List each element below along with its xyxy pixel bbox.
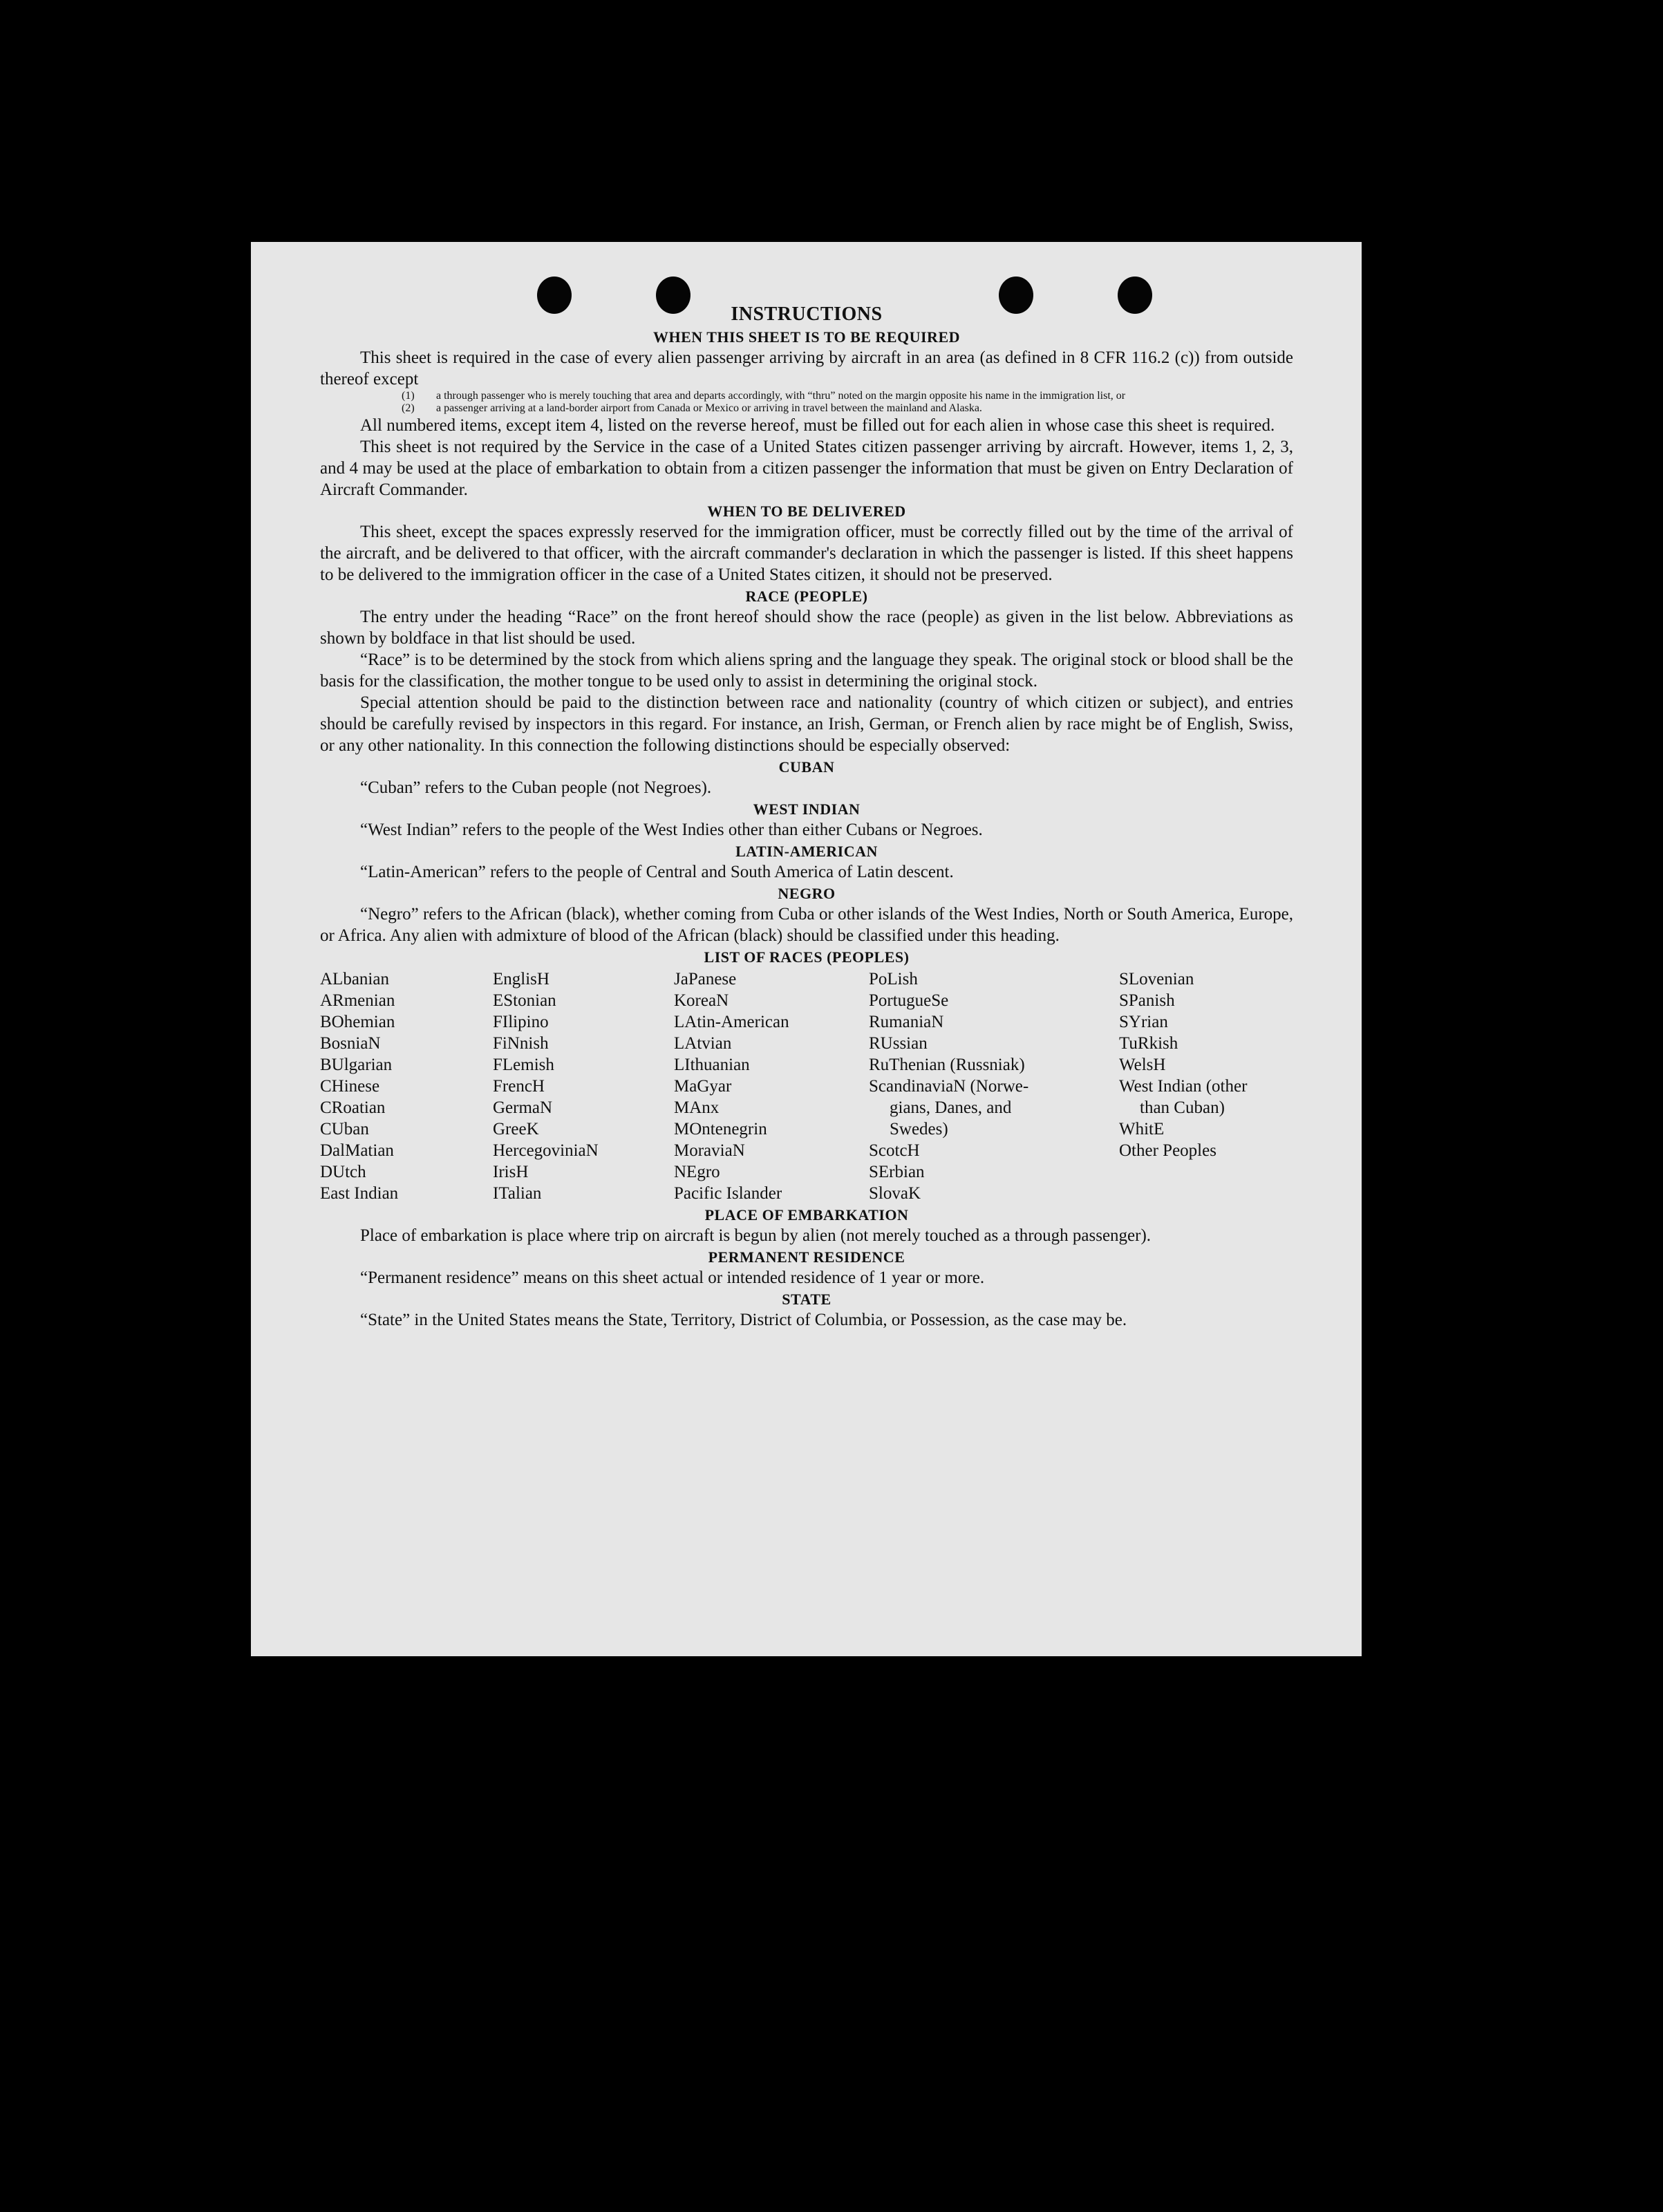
paragraph: “Race” is to be determined by the stock from which aliens spring and the language they speak. The original stock or blood shall be the basis for the classification, the mother tongue to be used only to assist in determining the original stock. [320,650,1293,691]
race-entry: FLemish [493,1056,554,1074]
section-heading: NEGRO [778,885,836,902]
race-entry: RuThenian (Russniak) [869,1056,1025,1074]
race-entry: RUssian [869,1034,928,1053]
race-entry: FiNnish [493,1034,549,1053]
race-entry: NEgro [674,1163,720,1181]
paragraph: All numbered items, except item 4, listed on the reverse hereof, must be filled out for each alien in whose case this sheet is required. [360,416,1275,435]
race-entry: SPanish [1119,991,1175,1010]
paragraph: Place of embarkation is place where trip on aircraft is begun by alien (not merely touched as a through passenger). [360,1226,1152,1245]
section-heading: PERMANENT RESIDENCE [708,1248,905,1266]
instructions-content [320,303,1293,1331]
section-heading: STATE [782,1291,832,1308]
races-list [320,968,1293,1204]
section-heading: PLACE OF EMBARKATION [704,1206,909,1224]
race-entry: ARmenian [320,991,395,1010]
race-entry: than Cuban) [1140,1098,1225,1117]
race-entry: SLovenian [1119,970,1194,988]
paragraph: “Negro” refers to the African (black), whether coming from Cuba or other islands of the West Indies, North or South America, Europe, or Africa. Any alien with admixture of blood of the African (black) should be classified under this heading. [320,905,1293,945]
race-entry: Other Peoples [1119,1141,1216,1160]
paragraph: “West Indian” refers to the people of the West Indies other than either Cubans or Negroes. [360,821,983,839]
section-heading: LATIN-AMERICAN [735,843,878,860]
race-entry: BosniaN [320,1034,381,1053]
race-entry: CUban [320,1120,369,1138]
races-column [869,968,1119,1204]
race-entry: LAtin-American [674,1013,789,1031]
race-entry: BUlgarian [320,1056,393,1074]
race-entry: TuRkish [1119,1034,1178,1053]
item-text: a passenger arriving at a land-border airport from Canada or Mexico or arriving in travel between the mainland and Alaska. [436,402,982,414]
race-entry: GermaN [493,1098,553,1117]
paragraph: “Cuban” refers to the Cuban people (not Negroes). [360,778,712,797]
section-heading: LIST OF RACES (PEOPLES) [704,948,910,966]
races-column [1119,968,1293,1204]
section-heading: CUBAN [778,758,835,776]
race-entry: MAnx [674,1098,720,1117]
list-item [320,402,1293,415]
race-entry: WelsH [1119,1056,1166,1074]
races-column [493,968,674,1204]
race-entry: CHinese [320,1077,380,1096]
paragraph: “State” in the United States means the State, Territory, District of Columbia, or Possession, as the case may be. [360,1311,1127,1329]
section-heading: RACE (PEOPLE) [745,588,868,605]
race-entry: SErbian [869,1163,925,1181]
race-entry: KoreaN [674,991,729,1010]
race-entry: gians, Danes, and [890,1098,1012,1117]
race-entry: JaPanese [674,970,737,988]
race-entry: West Indian (other [1119,1077,1248,1096]
race-entry: Swedes) [890,1120,948,1138]
race-entry: MaGyar [674,1077,732,1096]
race-entry: EnglisH [493,970,549,988]
race-entry: MOntenegrin [674,1120,767,1138]
races-column [674,968,869,1204]
race-entry: FrencH [493,1077,545,1096]
race-entry: ScotcH [869,1141,920,1160]
race-entry: ALbanian [320,970,389,988]
paragraph: “Permanent residence” means on this sheet actual or intended residence of 1 year or more. [360,1268,985,1287]
race-entry: RumaniaN [869,1013,944,1031]
section-heading: WHEN TO BE DELIVERED [707,503,906,520]
paragraph: “Latin-American” refers to the people of Central and South America of Latin descent. [360,863,954,881]
paragraph: This sheet is required in the case of every alien passenger arriving by aircraft in an area (as defined in 8 CFR 116.2 (c)) from outside thereof except [320,348,1293,388]
race-entry: HercegoviniaN [493,1141,599,1160]
race-entry: Pacific Islander [674,1184,782,1203]
race-entry: PoLish [869,970,918,988]
document-page [251,242,1362,1656]
item-number: (1) [402,390,415,402]
race-entry: LIthuanian [674,1056,750,1074]
races-column [320,968,493,1204]
race-entry: East Indian [320,1184,399,1203]
paragraph: This sheet is not required by the Service in the case of a United States citizen passenger arriving by aircraft. However, items 1, 2, 3, and 4 may be used at the place of embarkation to obtain from a citizen passenger the information that must be given on Entry Declaration of Aircraft Commander. [320,438,1293,499]
item-number: (2) [402,402,415,414]
race-entry: DUtch [320,1163,366,1181]
list-item [320,390,1293,402]
race-entry: MoraviaN [674,1141,745,1160]
race-entry: LAtvian [674,1034,732,1053]
race-entry: ITalian [493,1184,542,1203]
section-heading: WHEN THIS SHEET IS TO BE REQUIRED [652,328,961,346]
race-entry: IrisH [493,1163,529,1181]
race-entry: SlovaK [869,1184,921,1203]
race-entry: CRoatian [320,1098,386,1117]
race-entry: PortugueSe [869,991,949,1010]
race-entry: WhitE [1119,1120,1165,1138]
race-entry: BOhemian [320,1013,395,1031]
race-entry: ScandinaviaN (Norwe- [869,1077,1029,1096]
race-entry: EStonian [493,991,556,1010]
paragraph: This sheet, except the spaces expressly reserved for the immigration officer, must be correctly filled out by the time of the arrival of the aircraft, and be delivered to that officer, with the aircraft commander's declaration in which the passenger is listed. If this sheet happens to be delivered to the immigration officer in the case of a United States citizen, it should not be preserved. [320,523,1293,584]
paragraph: The entry under the heading “Race” on the front hereof should show the race (people) as given in the list below. Abbreviations as shown by boldface in that list should be used. [320,608,1293,648]
race-entry: GreeK [493,1120,539,1138]
race-entry: FIlipino [493,1013,549,1031]
section-heading: WEST INDIAN [753,800,861,818]
item-text: a through passenger who is merely touching that area and departs accordingly, with “thru” noted on the margin opposite his name in the immigration list, or [436,390,1126,402]
page-title: INSTRUCTIONS [731,303,883,325]
race-entry: DalMatian [320,1141,394,1160]
paragraph: Special attention should be paid to the distinction between race and nationality (country of which citizen or subject), and entries should be carefully revised by inspectors in this regard. For instance, an Irish, German, or French alien by race might be of English, Swiss, or any other nationality. In this connection the following distinctions should be especially observed: [320,693,1293,755]
race-entry: SYrian [1119,1013,1168,1031]
